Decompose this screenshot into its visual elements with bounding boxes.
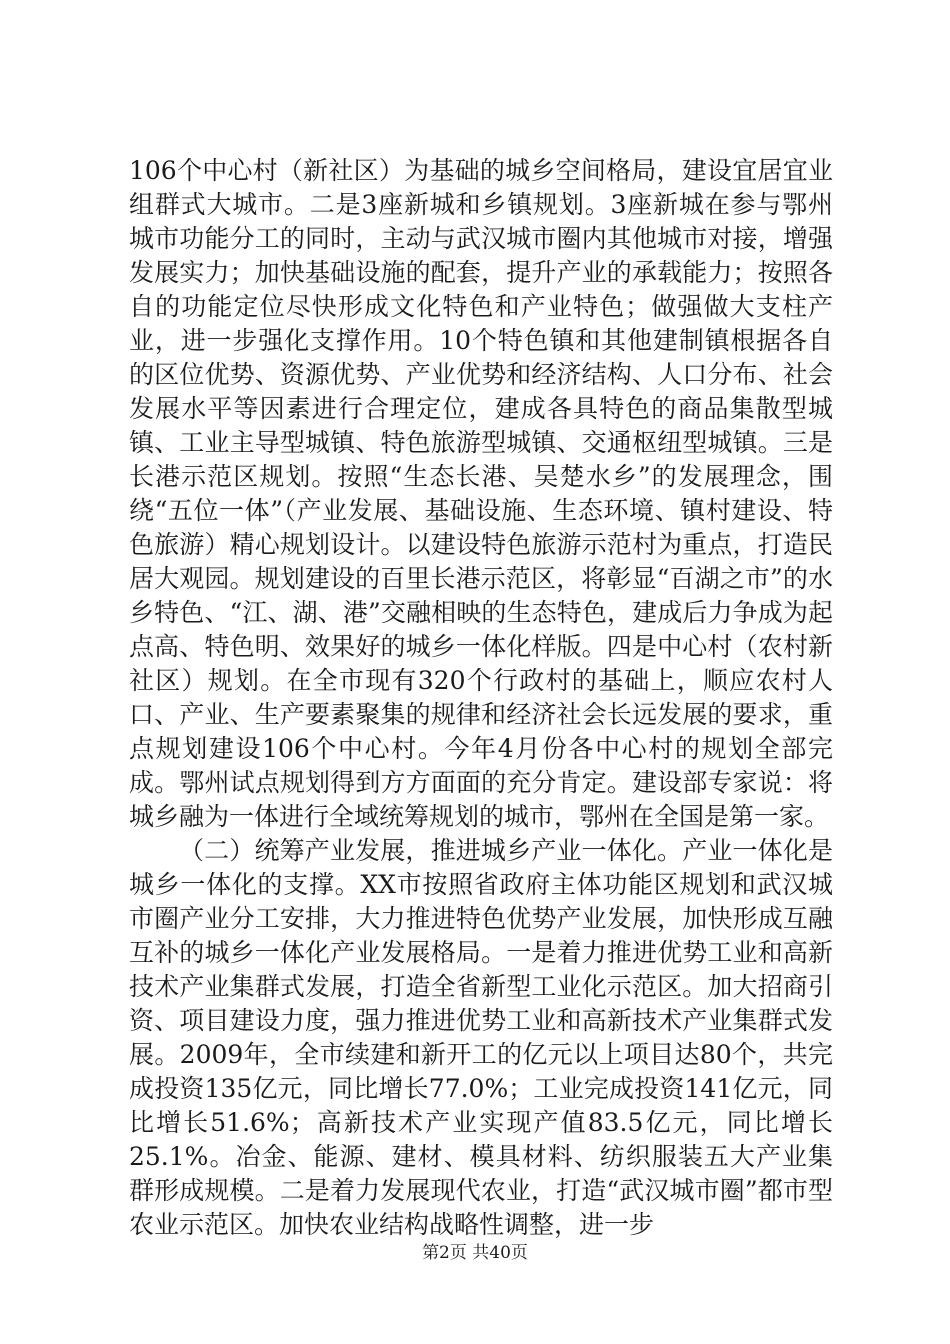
body-paragraph: （二）统筹产业发展，推进城乡产业一体化。产业一体化是城乡一体化的支撑。XX市按照省政府主体功能区规划和武汉城市圈产业分工安排，大力推进特色优势产业发展，加快形成互融互补的城乡一体化产业发展格局。一是着力推进优势工业和高新技术产业集群式发展，打造全省新型工业化示范区。加大招商引资、项目建设力度，强力推进优势工业和高新技术产业集群式发展。2009年，全市续建和新开工的亿元以上项目达80个，共完成投资135亿元，同比增长77.0%；工业完成投资141亿元，同比增长51.6%；高新技术产业实现产值83.5亿元，同比增长25.1%。冶金、能源、建材、模具材料、纺织服装五大产业集群形成规模。二是着力发展现代农业，打造“武汉城市圈”都市型农业示范区。加快农业结构战略性调整，进一步 [129, 836, 833, 1239]
document-body [129, 154, 833, 1242]
page-footer [0, 1238, 950, 1263]
body-paragraph: 106个中心村（新社区）为基础的城乡空间格局，建设宜居宜业组群式大城市。二是3座新城和乡镇规划。3座新城在参与鄂州城市功能分工的同时，主动与武汉城市圈内其他城市对接，增强发展实力；加快基础设施的配套，提升产业的承载能力；按照各自的功能定位尽快形成文化特色和产业特色；做强做大支柱产业，进一步强化支撑作用。10个特色镇和其他建制镇根据各自的区位优势、资源优势、产业优势和经济结构、人口分布、社会发展水平等因素进行合理定位，建成各具特色的商品集散型城镇、工业主导型城镇、特色旅游型城镇、交通枢纽型城镇。三是长港示范区规划。按照“生态长港、吴楚水乡”的发展理念，围绕“五位一体”（产业发展、基础设施、生态环境、镇村建设、特色旅游）精心规划设计。以建设特色旅游示范村为重点，打造民居大观园。规划建设的百里长港示范区，将彰显“百湖之市”的水乡特色、“江、湖、港”交融相映的生态特色，建成后力争成为起点高、特色明、效果好的城乡一体化样版。四是中心村（农村新社区）规划。在全市现有320个行政村的基础上，顺应农村人口、产业、生产要素聚集的规律和经济社会长远发展的要求，重点规划建设106个中心村。今年4月份各中心村的规划全部完成。鄂州试点规划得到方方面面的充分肯定。建设部专家说：将城乡融为一体进行全域统筹规划的城市，鄂州在全国是第一家。 [129, 156, 833, 831]
page-number-label: 第2页 共40页 [422, 1243, 528, 1263]
